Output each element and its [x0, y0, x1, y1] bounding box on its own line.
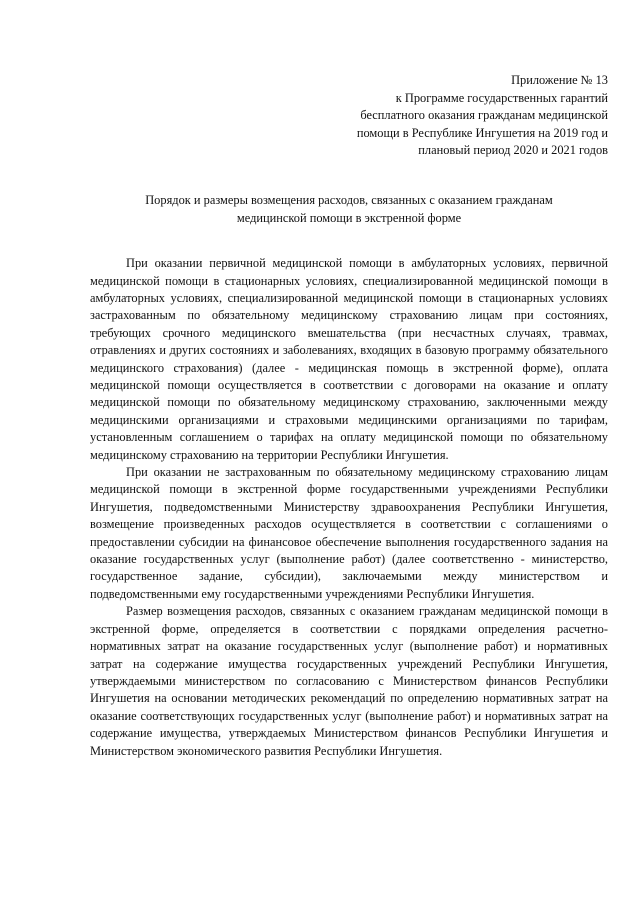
paragraph-insured: При оказании первичной медицинской помощи в амбулаторных условиях, первичной медицинской помощи в стационарных условиях, специализированной медицинской помощи в амбулаторных условиях, специализированной медицинской помощи в стационарных условиях застрахованным по обязательному медицинскому страхованию лицам при состояниях, требующих срочного медицинского вмешательства (при несчастных случаях, травмах, отравлениях и других состояниях и заболеваниях, входящих в базовую программу обязательного медицинского страхования) (далее - медицинская помощь в экстренной форме), оплата медицинской помощи осуществляется в соответствии с договорами на оказание и оплату медицинской помощи по обязательному медицинскому страхованию, заключенными между медицинскими организациями и страховыми медицинскими организациями по тарифам, установленным соглашением о тарифах на оплату медицинской помощи по обязательному медицинскому страхованию на территории Республики Ингушетия.: [90, 256, 608, 462]
appendix-line: Приложение № 13: [511, 73, 608, 87]
appendix-line: помощи в Республике Ингушетия на 2019 год и: [356, 125, 608, 140]
paragraph-uninsured: При оказании не застрахованным по обязательному медицинскому страхованию лицам медицинской помощи в экстренной форме государственными учреждениями Республики Ингушетия, подведомственными Министерству здравоохранения Республики Ингушетия, возмещение произведенных расходов осуществляется в соответствии с соглашениями о предоставлении субсидии на финансовое обеспечение выполнения государственного задания на оказание государственных услуг (выполнение работ) (далее соответственно - министерство, государственное задание, субсидии), заключаемыми между министерством и подведомственными ему государственными учреждениями Республики Ингушетия.: [90, 465, 608, 601]
paragraph-reimbursement-size: Размер возмещения расходов, связанных с оказанием гражданам медицинской помощи в экстренной форме, определяется в соответствии с порядками определения расчетно-нормативных затрат на оказание государственных услуг (выполнение работ) и нормативных затрат на содержание имущества государственных учреждений Республики Ингушетия, утверждаемыми министерством по согласованию с Министерством финансов Республики Ингушетия на основании методических рекомендаций по определению нормативных затрат на оказание соответствующих государственных услуг (выполнение работ) и нормативных затрат на содержание имущества, утверждаемых Министерством финансов Республики Ингушетия и Министерством экономического развития Республики Ингушетия.: [90, 604, 608, 758]
appendix-header: [90, 72, 608, 160]
title-line: Порядок и размеры возмещения расходов, связанных с оказанием гражданам: [145, 192, 553, 207]
appendix-line: бесплатного оказания гражданам медицинской: [360, 108, 608, 123]
appendix-line: плановый период 2020 и 2021 годов: [418, 143, 608, 158]
title-line: медицинской помощи в экстренной форме: [236, 210, 462, 225]
document-title: [90, 192, 608, 227]
appendix-line: к Программе государственных гарантий: [395, 90, 608, 105]
document-body: [90, 255, 608, 760]
